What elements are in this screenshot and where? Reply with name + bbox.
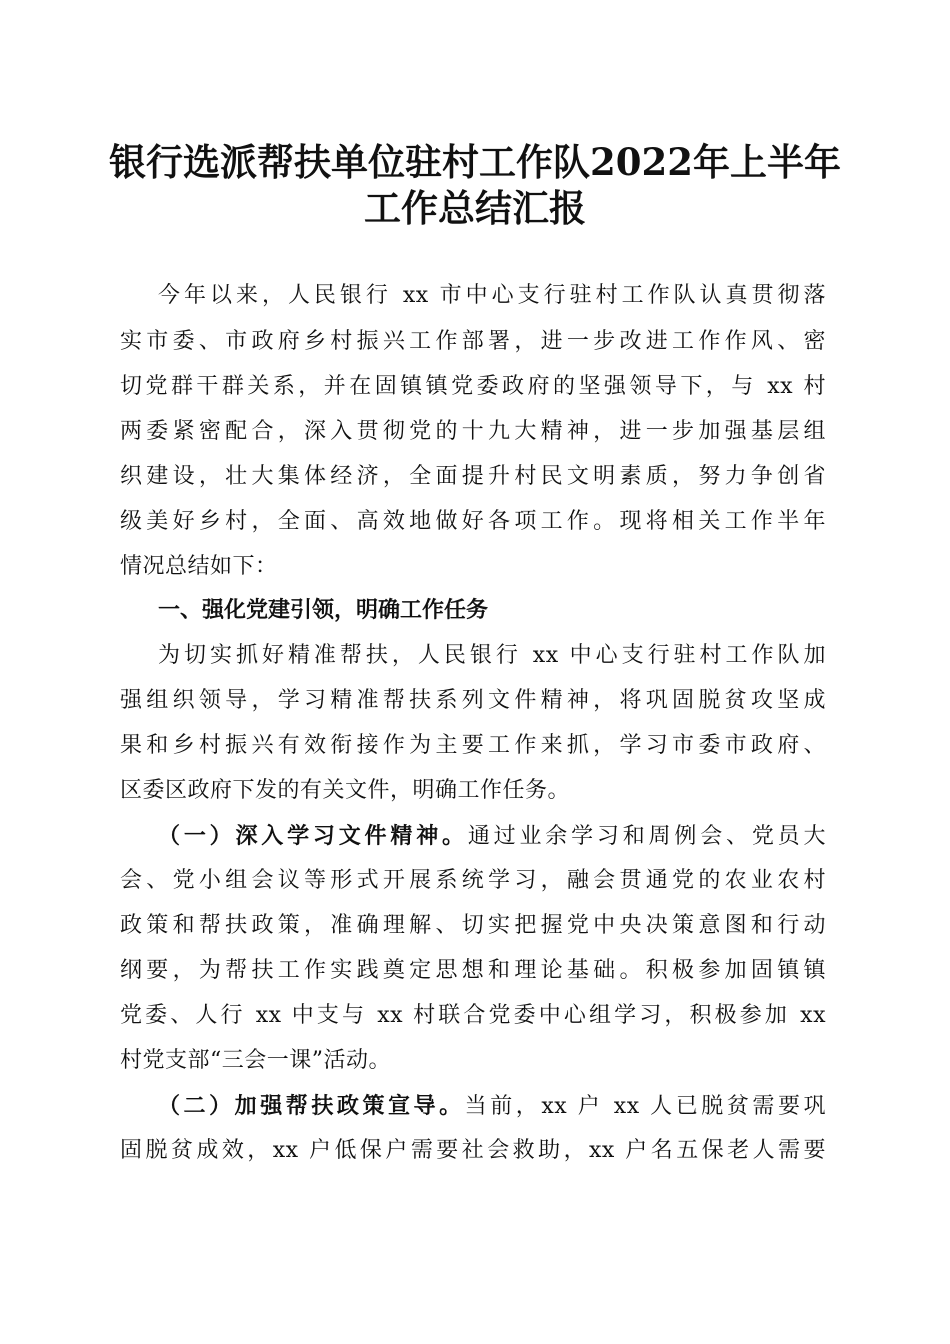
intro-line: 实市委、市政府乡村振兴工作部署，进一步改进工作作风、密 [120,329,826,354]
subsection-1-line: 会、党小组会议等形式开展系统学习，融会贯通党的农业农村 [120,868,826,893]
section-1-line: 区委区政府下发的有关文件，明确工作任务。 [120,778,571,803]
section-1-heading: 一、强化党建引领，明确工作任务 [158,598,489,623]
section-1-line: 为切实抓好精准帮扶，人民银行 xx 中心支行驻村工作队加 [158,643,826,668]
section-1-line: 果和乡村振兴有效衔接作为主要工作来抓，学习市委市政府、 [120,733,826,758]
document-title-line-1: 银行选派帮扶单位驻村工作队2022年上半年 [109,140,841,184]
subsection-1-line: 政策和帮扶政策，准确理解、切实把握党中央决策意图和行动 [120,913,826,938]
intro-line: 级美好乡村，全面、高效地做好各项工作。现将相关工作半年 [120,509,826,534]
intro-line: 切党群干群关系，并在固镇镇党委政府的坚强领导下，与 xx 村 [120,374,826,399]
subsection-2-line: 固脱贫成效，xx 户低保户需要社会救助，xx 户名五保老人需要 [120,1138,826,1163]
subsection-2-heading: （二）加强帮扶政策宣导。 [158,1093,465,1119]
intro-line: 两委紧密配合，深入贯彻党的十九大精神，进一步加强基层组 [120,419,826,444]
subsection-1-first-line-text: 通过业余学习和周例会、党员大 [467,824,826,849]
section-1-line: 强组织领导，学习精准帮扶系列文件精神，将巩固脱贫攻坚成 [120,688,826,713]
subsection-2-first-line-text: 当前，xx 户 xx 人已脱贫需要巩 [464,1094,826,1119]
document-title-line-2: 工作总结汇报 [364,186,586,230]
subsection-2-first-line [158,1091,826,1121]
subsection-1-line: 纲要，为帮扶工作实践奠定思想和理论基础。积极参加固镇镇 [120,958,826,983]
intro-line: 情况总结如下： [120,554,278,579]
subsection-1-heading: （一）深入学习文件精神。 [158,823,468,849]
subsection-1-line: 党委、人行 xx 中支与 xx 村联合党委中心组学习，积极参加 xx [120,1003,826,1028]
intro-line: 织建设，壮大集体经济，全面提升村民文明素质，努力争创省 [120,464,826,489]
subsection-1-line: 村党支部“三会一课”活动。 [120,1048,391,1073]
intro-line: 今年以来，人民银行 xx 市中心支行驻村工作队认真贯彻落 [158,283,826,308]
subsection-1-first-line [158,821,826,851]
